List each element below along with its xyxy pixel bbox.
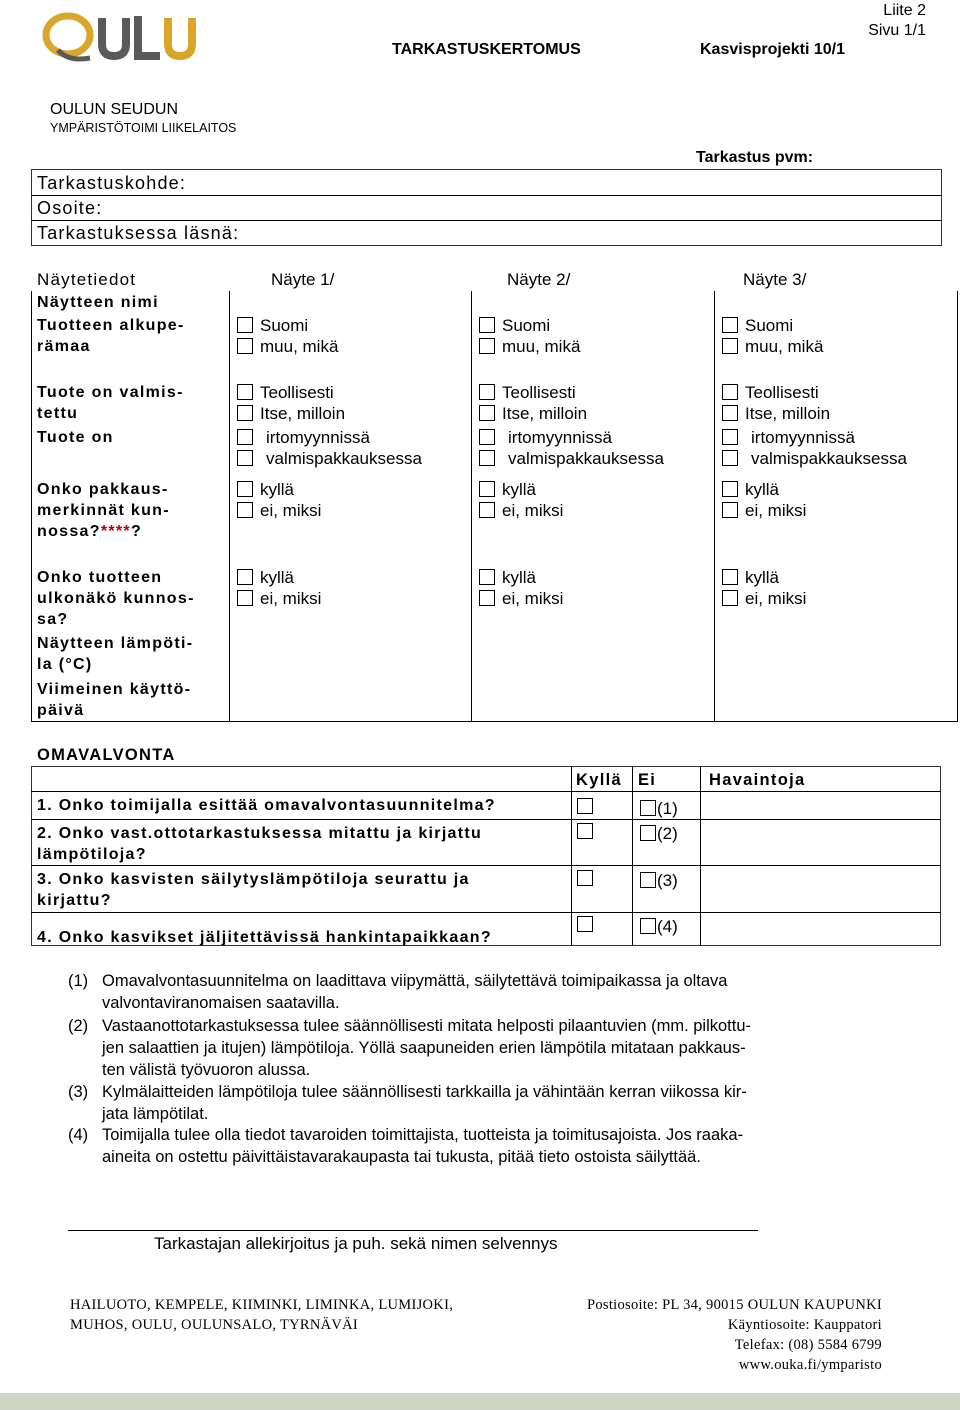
checkbox-prepacked[interactable] — [237, 450, 253, 466]
checkbox-origin-finland[interactable] — [722, 317, 738, 333]
sample-1-manufacture: Teollisesti Itse, milloin — [237, 382, 345, 424]
note-1: (1) Omavalvontasuunnitelma on laadittava viipymättä, säilytettävä toimipaikassa ja oltava valvontaviranomaisen saatavilla. — [68, 972, 728, 1012]
checkbox-no[interactable] — [479, 502, 495, 518]
checkbox-origin-other[interactable] — [722, 338, 738, 354]
checkbox-bulk[interactable] — [479, 429, 495, 445]
checkbox-origin-other[interactable] — [479, 338, 495, 354]
packaging-label: Onko pakkaus- merkinnät kun- nossa?****? — [37, 481, 170, 540]
sample-3-product-status: irtomyynnissä valmispakkauksessa — [722, 427, 907, 469]
checkbox-q2-yes[interactable] — [577, 823, 593, 839]
checkbox-industrial[interactable] — [237, 384, 253, 400]
checkbox-prepacked[interactable] — [479, 450, 495, 466]
samples-section-label: Näytetiedot — [37, 270, 137, 289]
question-2: 2. Onko vast.ottotarkastuksessa mitattu ja kirjattu lämpötiloja? — [37, 825, 483, 863]
sample-3-header: Näyte 3/ — [743, 270, 807, 289]
project-label: Kasvisprojekti 10/1 — [700, 41, 845, 58]
checkbox-self-made[interactable] — [237, 405, 253, 421]
packaging-stars: **** — [100, 523, 131, 540]
org-name: OULUN SEUDUN — [50, 101, 179, 118]
checkbox-origin-finland[interactable] — [237, 317, 253, 333]
footer-band — [0, 1393, 960, 1410]
checkbox-no[interactable] — [722, 590, 738, 606]
sample-2-appearance: kyllä ei, miksi — [479, 567, 563, 609]
address-label: Osoite: — [37, 198, 103, 218]
checkbox-yes[interactable] — [479, 481, 495, 497]
omavalvonta-title: OMAVALVONTA — [37, 746, 176, 764]
sample-1-appearance: kyllä ei, miksi — [237, 567, 321, 609]
sample-2-packaging: kyllä ei, miksi — [479, 479, 563, 521]
org-subname: YMPÄRISTÖTOIMI LIIKELAITOS — [50, 121, 237, 135]
checkbox-q4-yes[interactable] — [577, 916, 593, 932]
question-3: 3. Onko kasvisten säilytyslämpötiloja seurattu ja kirjattu? — [37, 871, 470, 909]
checkbox-self-made[interactable] — [722, 405, 738, 421]
note-4: (4) Toimijalla tulee olla tiedot tavaroiden toimittajista, tuotteista ja toimitusajoista. Jos raaka- aineita on ostettu päivittäistavarakaupasta tai tukusta, pitää tieto ostoista säilyttää. — [68, 1126, 744, 1166]
origin-label: Tuotteen alkupe- rämaa — [37, 317, 185, 355]
document-title: TARKASTUSKERTOMUS — [392, 41, 581, 58]
sample-1-product-status: irtomyynnissä valmispakkauksessa — [237, 427, 422, 469]
product-status-label: Tuote on — [37, 429, 114, 446]
appearance-label: Onko tuotteen ulkonäkö kunnos- sa? — [37, 569, 195, 628]
checkbox-q3-no[interactable] — [640, 872, 656, 888]
question-4: 4. Onko kasvikset jäljitettävissä hankintapaikkaan? — [37, 929, 492, 946]
checkbox-self-made[interactable] — [479, 405, 495, 421]
sample-2-header: Näyte 2/ — [507, 270, 571, 289]
present-label: Tarkastuksessa läsnä: — [37, 223, 240, 243]
logo — [40, 8, 200, 68]
checkbox-yes[interactable] — [722, 569, 738, 585]
checkbox-yes[interactable] — [237, 569, 253, 585]
best-before-label: Viimeinen käyttö- päivä — [37, 681, 192, 719]
sample-3-appearance: kyllä ei, miksi — [722, 567, 806, 609]
checkbox-yes[interactable] — [479, 569, 495, 585]
page-number: Sivu 1/1 — [868, 22, 926, 39]
sample-1-packaging: kyllä ei, miksi — [237, 479, 321, 521]
col-observations-header: Havaintoja — [709, 771, 806, 789]
col-no-header: Ei — [638, 771, 657, 789]
checkbox-no[interactable] — [722, 502, 738, 518]
checkbox-q4-no[interactable] — [640, 918, 656, 934]
checkbox-yes[interactable] — [237, 481, 253, 497]
footer-contact: Postiosoite: PL 34, 90015 OULUN KAUPUNKI Käyntiosoite: Kauppatori Telefax: (08) 5584 6799 www.ouka.fi/ymparisto — [586, 1297, 882, 1373]
checkbox-origin-finland[interactable] — [479, 317, 495, 333]
checkbox-origin-other[interactable] — [237, 338, 253, 354]
inspection-target-label: Tarkastuskohde: — [37, 173, 187, 193]
checkbox-industrial[interactable] — [479, 384, 495, 400]
sample-3-packaging: kyllä ei, miksi — [722, 479, 806, 521]
checkbox-q1-yes[interactable] — [577, 798, 593, 814]
inspection-date-label: Tarkastus pvm: — [696, 149, 814, 166]
checkbox-no[interactable] — [237, 502, 253, 518]
col-yes-header: Kyllä — [576, 771, 622, 789]
sample-1-origin: Suomi muu, mikä — [237, 315, 338, 357]
checkbox-yes[interactable] — [722, 481, 738, 497]
sample-3-origin: Suomi muu, mikä — [722, 315, 823, 357]
q1-no: (1) — [640, 798, 678, 819]
question-1: 1. Onko toimijalla esittää omavalvontasuunnitelma? — [37, 797, 496, 814]
manufacture-label: Tuote on valmis- tettu — [37, 384, 184, 422]
checkbox-bulk[interactable] — [237, 429, 253, 445]
checkbox-industrial[interactable] — [722, 384, 738, 400]
oulu-logo-icon — [40, 8, 200, 68]
checkbox-no[interactable] — [237, 590, 253, 606]
checkbox-q2-no[interactable] — [640, 825, 656, 841]
signature-label: Tarkastajan allekirjoitus ja puh. sekä nimen selvennys — [154, 1234, 558, 1253]
note-3: (3) Kylmälaitteiden lämpötiloja tulee säännöllisesti tarkkailla ja vähintään kerran viikossa kir- jata lämpötilat. — [68, 1083, 747, 1123]
checkbox-q1-no[interactable] — [640, 800, 656, 816]
sample-name-label: Näytteen nimi — [37, 294, 159, 311]
signature-line[interactable] — [68, 1230, 758, 1231]
note-2: (2) Vastaanottotarkastuksessa tulee säännöllisesti mitata helposti pilaantuvien (mm. pilkottu- jen salaattien ja itujen) lämpötiloja. Yöllä saapuneiden erien lämpötila mitataan pakkaus- ten välistä työvuoron alussa. — [68, 1017, 752, 1079]
sample-2-product-status: irtomyynnissä valmispakkauksessa — [479, 427, 664, 469]
checkbox-bulk[interactable] — [722, 429, 738, 445]
sample-2-manufacture: Teollisesti Itse, milloin — [479, 382, 587, 424]
checkbox-no[interactable] — [479, 590, 495, 606]
attachment-label: Liite 2 — [883, 2, 926, 19]
q3-no: (3) — [640, 870, 678, 891]
footer-municipalities: HAILUOTO, KEMPELE, KIIMINKI, LIMINKA, LUMIJOKI, MUHOS, OULU, OULUNSALO, TYRNÄVÄI — [70, 1297, 454, 1333]
temperature-label: Näytteen lämpöti- la (°C) — [37, 635, 194, 673]
sample-2-origin: Suomi muu, mikä — [479, 315, 580, 357]
sample-3-manufacture: Teollisesti Itse, milloin — [722, 382, 830, 424]
checkbox-q3-yes[interactable] — [577, 870, 593, 886]
q2-no: (2) — [640, 823, 678, 844]
sample-1-header: Näyte 1/ — [271, 270, 335, 289]
checkbox-prepacked[interactable] — [722, 450, 738, 466]
q4-no: (4) — [640, 916, 678, 937]
